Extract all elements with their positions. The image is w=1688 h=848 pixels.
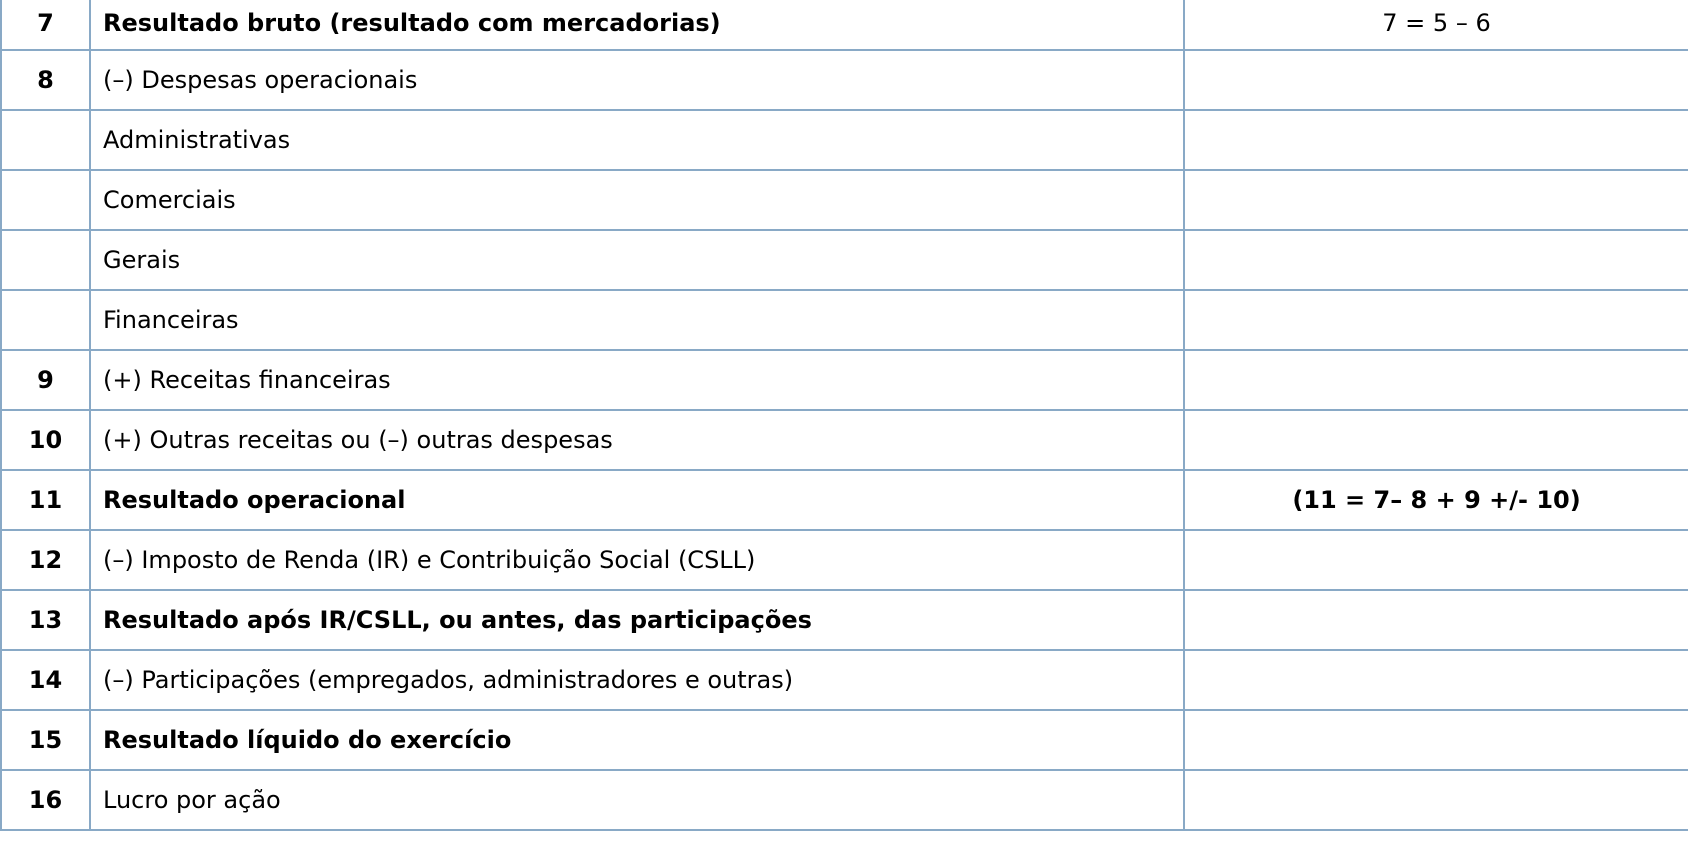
table-row: [1, 290, 1688, 350]
line-formula: [1184, 350, 1688, 410]
line-number: 9: [1, 350, 90, 410]
line-formula: (11 = 7– 8 + 9 +/- 10): [1184, 470, 1688, 530]
line-description: (–) Despesas operacionais: [90, 50, 1184, 110]
line-formula: [1184, 230, 1688, 290]
table-row: [1, 110, 1688, 170]
line-formula: [1184, 290, 1688, 350]
line-number: 7: [1, 0, 90, 50]
line-description: Administrativas: [90, 110, 1184, 170]
line-number: [1, 290, 90, 350]
line-description: Resultado bruto (resultado com mercadorias): [90, 0, 1184, 50]
line-formula: 7 = 5 – 6: [1184, 0, 1688, 50]
line-number: 13: [1, 590, 90, 650]
line-formula: [1184, 110, 1688, 170]
line-formula: [1184, 530, 1688, 590]
line-description: Gerais: [90, 230, 1184, 290]
line-number: 14: [1, 650, 90, 710]
line-description: Comerciais: [90, 170, 1184, 230]
line-formula: [1184, 650, 1688, 710]
line-description: (+) Outras receitas ou (–) outras despesas: [90, 410, 1184, 470]
line-description: Resultado após IR/CSLL, ou antes, das participações: [90, 590, 1184, 650]
line-number: 8: [1, 50, 90, 110]
table-row: [1, 590, 1688, 650]
line-number: 16: [1, 770, 90, 830]
line-description: (+) Receitas financeiras: [90, 350, 1184, 410]
line-formula: [1184, 590, 1688, 650]
line-formula: [1184, 770, 1688, 830]
table-row: [1, 0, 1688, 50]
line-description: Financeiras: [90, 290, 1184, 350]
table-row: [1, 470, 1688, 530]
line-description: (–) Participações (empregados, administradores e outras): [90, 650, 1184, 710]
line-description: Lucro por ação: [90, 770, 1184, 830]
table-row: [1, 350, 1688, 410]
line-number: 12: [1, 530, 90, 590]
line-number: 11: [1, 470, 90, 530]
table-row: [1, 410, 1688, 470]
line-number: [1, 110, 90, 170]
line-description: Resultado líquido do exercício: [90, 710, 1184, 770]
table-row: [1, 50, 1688, 110]
table-row: [1, 170, 1688, 230]
table-row: [1, 650, 1688, 710]
line-formula: [1184, 50, 1688, 110]
table-row: [1, 530, 1688, 590]
line-number: 15: [1, 710, 90, 770]
line-number: 10: [1, 410, 90, 470]
table-row: [1, 710, 1688, 770]
line-number: [1, 170, 90, 230]
line-description: (–) Imposto de Renda (IR) e Contribuição Social (CSLL): [90, 530, 1184, 590]
line-formula: [1184, 710, 1688, 770]
line-number: [1, 230, 90, 290]
income-statement-body: [1, 0, 1688, 830]
line-description: Resultado operacional: [90, 470, 1184, 530]
line-formula: [1184, 170, 1688, 230]
line-formula: [1184, 410, 1688, 470]
table-row: [1, 770, 1688, 830]
table-row: [1, 230, 1688, 290]
